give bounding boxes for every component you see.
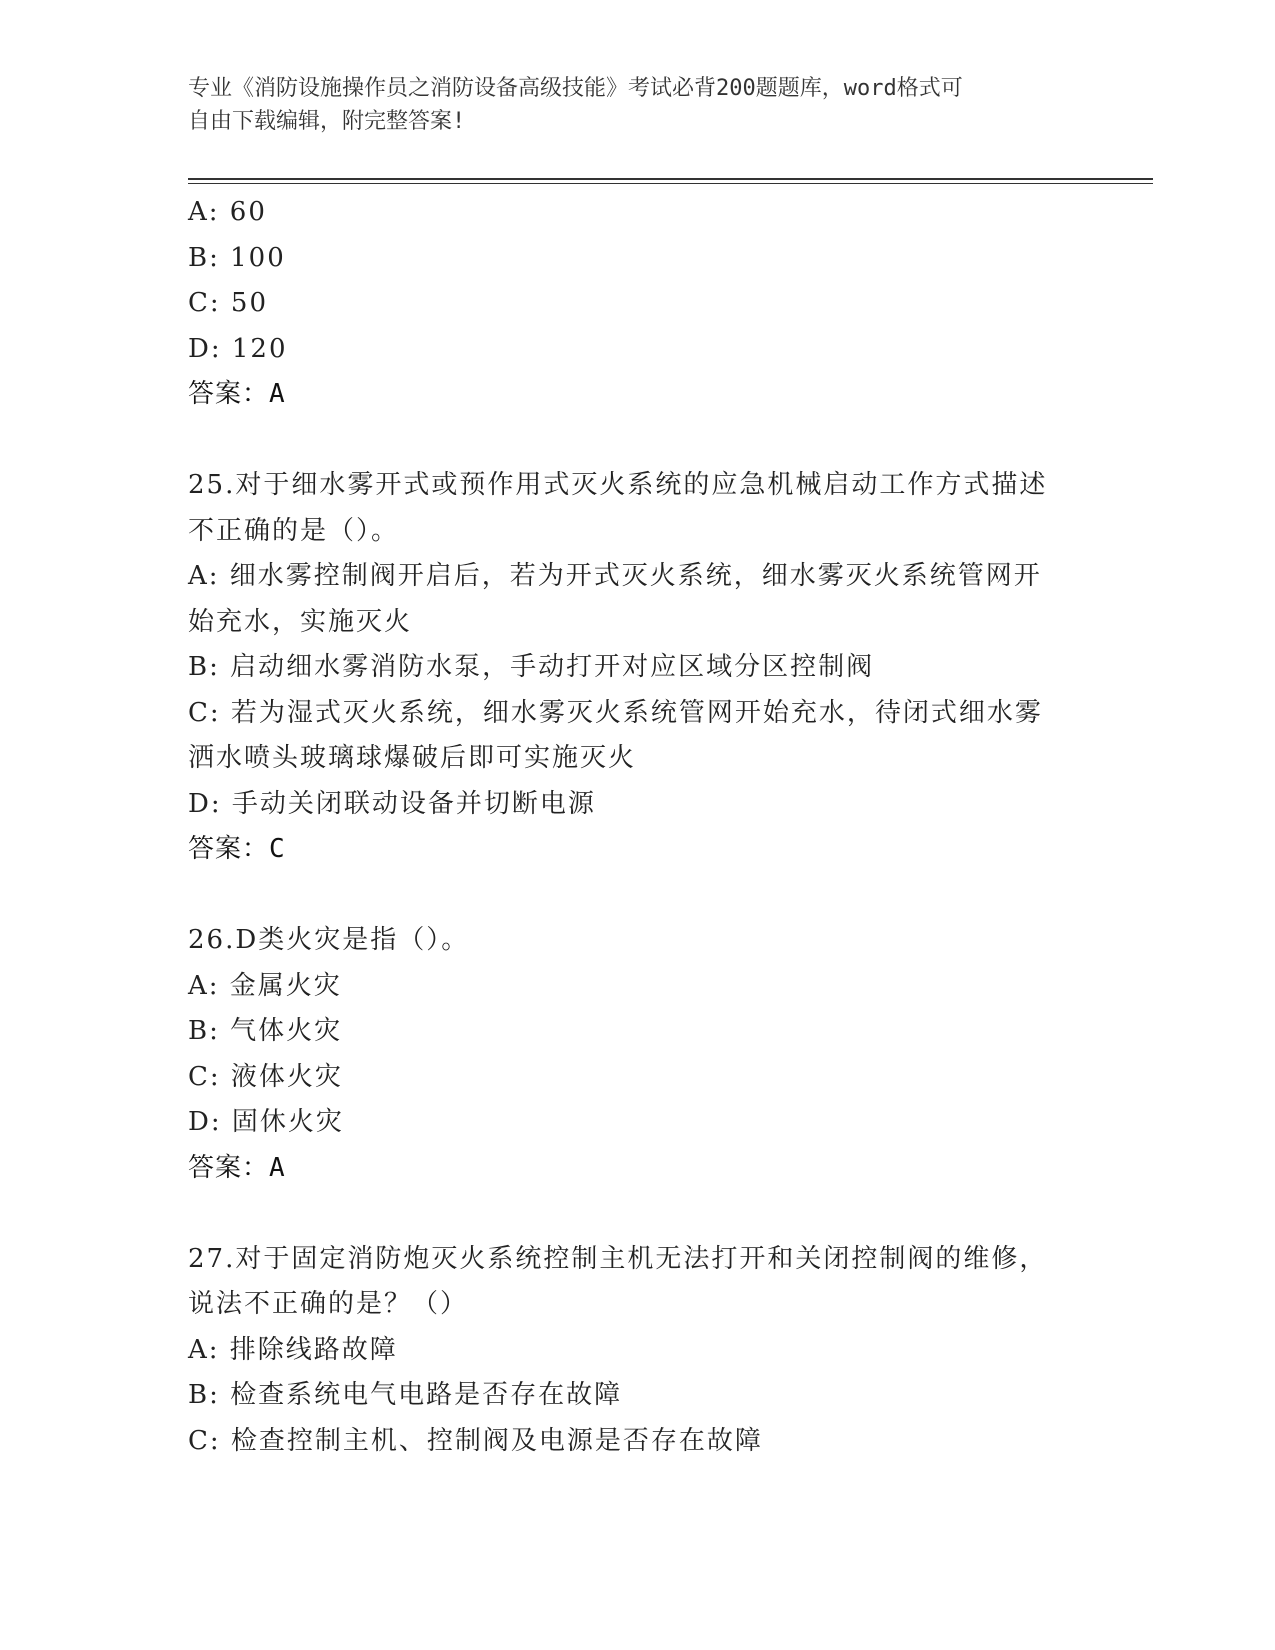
question-stem: 不正确的是（）。 xyxy=(188,515,400,546)
question-26 xyxy=(188,918,1088,1191)
answer-label: 答案： xyxy=(188,379,270,409)
option-line: B: 100 xyxy=(188,242,286,273)
option-line: B: 检查系统电气电路是否存在故障 xyxy=(188,1380,623,1410)
option-line: A: 排除线路故障 xyxy=(188,1334,398,1365)
option-line: B: 启动细水雾消防水泵，手动打开对应区域分区控制阀 xyxy=(188,652,875,682)
answer-line xyxy=(188,372,1088,418)
answer-value: C xyxy=(269,834,286,864)
option-line: B: 气体火灾 xyxy=(188,1016,343,1046)
header-divider-thin xyxy=(188,183,1153,184)
question-stem: 25.对于细水雾开式或预作用式灭火系统的应急机械启动工作方式描述 xyxy=(188,470,1048,500)
answer-value: A xyxy=(269,379,286,409)
question-25 xyxy=(188,463,1088,873)
option-line: A: 细水雾控制阀开启后，若为开式灭火系统，细水雾灭火系统管网开 xyxy=(188,561,1042,591)
header-line-1: 专业《消防设施操作员之消防设备高级技能》考试必背200题题库，word格式可 xyxy=(188,76,963,101)
option-line: A: 60 xyxy=(188,197,267,227)
question-27 xyxy=(188,1237,1088,1465)
answer-line xyxy=(188,1146,1088,1192)
option-line: C: 若为湿式灭火系统，细水雾灭火系统管网开始充水，待闭式细水雾 xyxy=(188,697,1043,728)
question-content xyxy=(188,190,1088,1464)
option-line: 洒水喷头玻璃球爆破后即可实施灭火 xyxy=(188,743,637,773)
spacer xyxy=(188,1191,1088,1237)
option-line: D: 固休火灾 xyxy=(188,1107,344,1137)
header-divider-thick xyxy=(188,178,1153,180)
spacer xyxy=(188,873,1088,919)
document-header xyxy=(188,72,1068,138)
option-line: D: 120 xyxy=(188,333,288,364)
question-stem: 27.对于固定消防炮灭火系统控制主机无法打开和关闭控制阀的维修， xyxy=(188,1243,1048,1274)
option-line: 始充水，实施灭火 xyxy=(188,606,413,637)
header-line-2: 自由下载编辑，附完整答案! xyxy=(188,109,466,134)
question-stem: 说法不正确的是？（） xyxy=(188,1289,469,1319)
option-line: D: 手动关闭联动设备并切断电源 xyxy=(188,788,596,819)
answer-value: A xyxy=(269,1152,286,1183)
question-24-continued xyxy=(188,190,1088,418)
answer-label: 答案： xyxy=(188,834,270,864)
option-line: C: 50 xyxy=(188,288,269,318)
answer-line xyxy=(188,827,1088,873)
option-line: C: 检查控制主机、控制阀及电源是否存在故障 xyxy=(188,1425,763,1456)
option-line: A: 金属火灾 xyxy=(188,970,342,1001)
answer-label: 答案： xyxy=(188,1152,270,1183)
question-stem: 26.D类火灾是指（）。 xyxy=(188,925,470,955)
spacer xyxy=(188,418,1088,464)
option-line: C: 液体火灾 xyxy=(188,1061,343,1092)
